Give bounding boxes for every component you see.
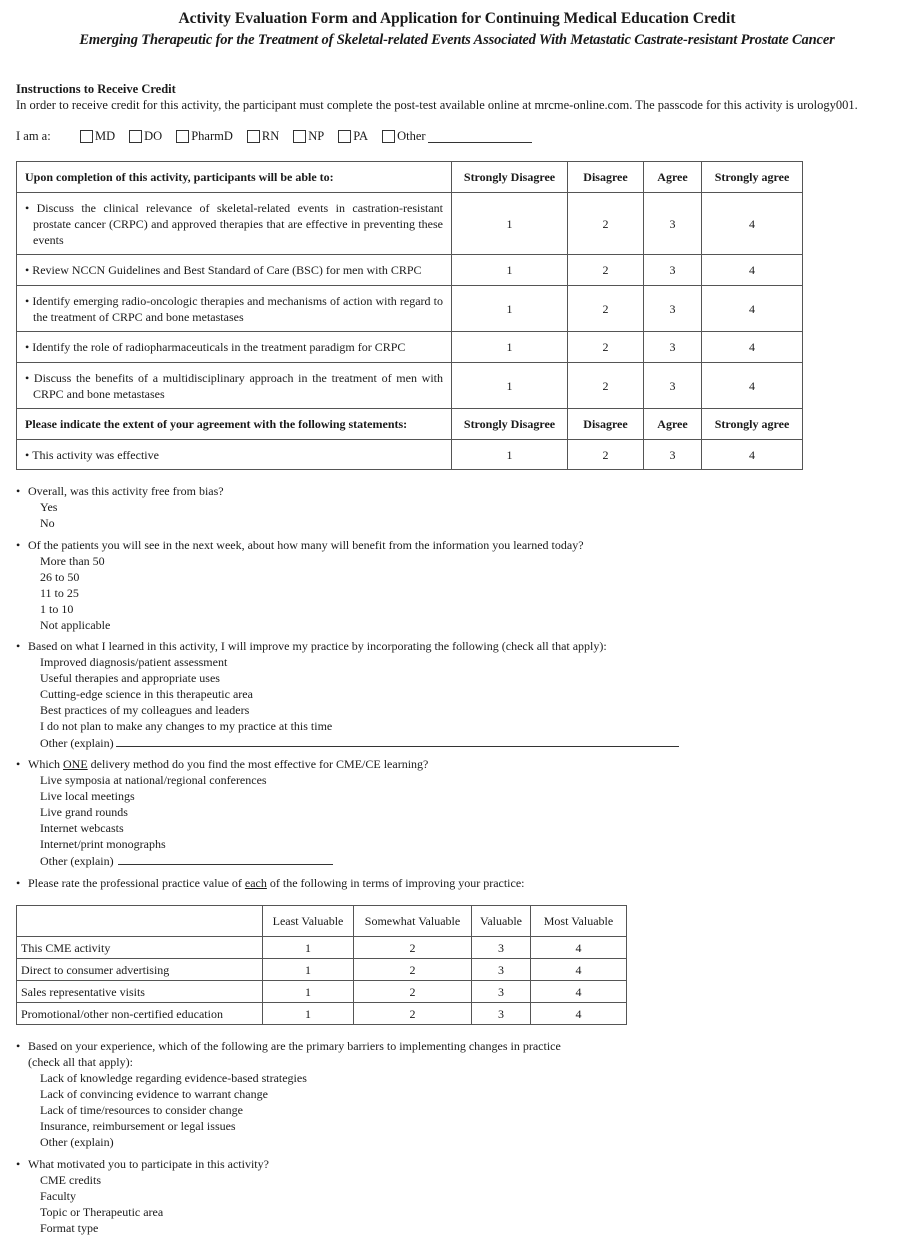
objective-text: • Identify emerging radio-oncologic therapies and mechanisms of action with regard to the treatment of CRPC and bone metastases	[17, 286, 452, 332]
answer-option[interactable]: Live symposia at national/regional conferences	[40, 773, 267, 787]
answer-option[interactable]: I do not plan to make any changes to my practice at this time	[40, 719, 333, 733]
objective-text: • Identify the role of radiopharmaceuticals in the treatment paradigm for CRPC	[17, 332, 452, 363]
scale-header: Somewhat Valuable	[354, 906, 472, 937]
question-text-post: of the following in terms of improving your practice:	[266, 876, 525, 890]
item-label: Direct to consumer advertising	[17, 959, 263, 981]
answer-option[interactable]: Yes	[40, 500, 58, 514]
profession-row	[16, 128, 532, 144]
scale-header: Agree	[644, 409, 702, 440]
rating-4[interactable]: 4	[531, 959, 627, 981]
option-label: RN	[261, 129, 280, 143]
form-subtitle: Emerging Therapeutic for the Treatment of Skeletal-related Events Associated With Metastatic Castrate-resistant Prostate Cancer	[79, 32, 835, 48]
rating-2[interactable]: 2	[354, 959, 472, 981]
profession-label: I am a:	[16, 129, 51, 143]
rating-2[interactable]: 2	[568, 363, 644, 409]
rating-3[interactable]: 3	[472, 959, 531, 981]
question-text: • Of the patients you will see in the next week, about how many will benefit from the information you learned today?	[16, 537, 584, 553]
table-row	[17, 981, 627, 1003]
rating-4[interactable]: 4	[702, 332, 803, 363]
question-text: • What motivated you to participate in this activity?	[16, 1156, 269, 1172]
rating-2[interactable]: 2	[568, 332, 644, 363]
answer-option-label: Other (explain)	[40, 854, 114, 868]
explain-write-in-line[interactable]	[118, 852, 333, 865]
rating-2[interactable]: 2	[568, 286, 644, 332]
rating-4[interactable]: 4	[531, 981, 627, 1003]
question-improve-practice	[16, 638, 679, 751]
rating-3[interactable]: 3	[644, 255, 702, 286]
option-pa[interactable]	[338, 128, 368, 144]
rating-1[interactable]: 1	[263, 1003, 354, 1025]
table-header-row	[17, 409, 803, 440]
objective-text: • Review NCCN Guidelines and Best Standard of Care (BSC) for men with CRPC	[17, 255, 452, 286]
answer-option[interactable]: Useful therapies and appropriate uses	[40, 671, 220, 685]
answer-option[interactable]: Not applicable	[40, 618, 111, 632]
answer-option[interactable]: Lack of knowledge regarding evidence-based strategies	[40, 1071, 307, 1085]
rating-2[interactable]: 2	[354, 937, 472, 959]
question-text: • Overall, was this activity free from bias?	[16, 483, 224, 499]
item-label: This CME activity	[17, 937, 263, 959]
table-row	[17, 193, 803, 255]
option-label: MD	[95, 129, 116, 143]
objectives-header: Upon completion of this activity, participants will be able to:	[17, 162, 452, 193]
checkbox-md[interactable]	[80, 130, 93, 143]
rating-4[interactable]: 4	[702, 255, 803, 286]
answer-option[interactable]: Internet webcasts	[40, 821, 124, 835]
rating-4[interactable]: 4	[702, 286, 803, 332]
answer-option[interactable]: Format type	[40, 1221, 99, 1235]
rating-4[interactable]: 4	[531, 1003, 627, 1025]
answer-option[interactable]: Live local meetings	[40, 789, 135, 803]
answer-option[interactable]: Other (explain)	[40, 1135, 114, 1149]
rating-3[interactable]: 3	[472, 937, 531, 959]
answer-option[interactable]: More than 50	[40, 554, 105, 568]
table-row	[17, 959, 627, 981]
answer-option[interactable]: 11 to 25	[40, 586, 79, 600]
rating-1[interactable]: 1	[452, 363, 568, 409]
answer-option[interactable]: CME credits	[40, 1173, 101, 1187]
scale-header: Strongly agree	[702, 162, 803, 193]
table-row	[17, 1003, 627, 1025]
answer-option[interactable]: No	[40, 516, 55, 530]
scale-header: Disagree	[568, 409, 644, 440]
item-label: Sales representative visits	[17, 981, 263, 1003]
question-text-post: delivery method do you find the most effective for CME/CE learning?	[87, 757, 429, 771]
objective-text: • Discuss the clinical relevance of skeletal-related events in castration-resistant prostate cancer (CRPC) and approved therapies that are effective in preventing these events	[17, 193, 452, 255]
checkbox-do[interactable]	[129, 130, 142, 143]
rating-3[interactable]: 3	[644, 193, 702, 255]
rating-4[interactable]: 4	[702, 363, 803, 409]
scale-header: Strongly agree	[702, 409, 803, 440]
answer-option[interactable]: Faculty	[40, 1189, 76, 1203]
answer-option[interactable]: Live grand rounds	[40, 805, 128, 819]
answer-option-label: Other (explain)	[40, 736, 114, 750]
rating-1[interactable]: 1	[452, 193, 568, 255]
table-row	[17, 255, 803, 286]
rating-3[interactable]: 3	[472, 1003, 531, 1025]
answer-option[interactable]: Internet/print monographs	[40, 837, 166, 851]
option-label: Other	[397, 129, 426, 143]
rating-3[interactable]: 3	[644, 440, 702, 470]
question-text	[16, 875, 525, 891]
answer-option[interactable]: 1 to 10	[40, 602, 74, 616]
question-motivation	[16, 1156, 269, 1236]
table-row	[17, 286, 803, 332]
question-text-continued: (check all that apply):	[28, 1055, 133, 1069]
question-text	[16, 756, 428, 772]
question-bias	[16, 483, 224, 531]
rating-1[interactable]: 1	[263, 981, 354, 1003]
question-text-emphasis: ONE	[63, 757, 88, 771]
question-text-pre: Which	[28, 757, 63, 771]
table-header-row	[17, 162, 803, 193]
rating-2[interactable]: 2	[354, 981, 472, 1003]
question-text-emphasis: each	[244, 876, 267, 890]
answer-option[interactable]: Improved diagnosis/patient assessment	[40, 655, 228, 669]
objective-text: • Discuss the benefits of a multidisciplinary approach in the treatment of men with CRPC and bone metastases	[17, 363, 452, 409]
value-table	[16, 905, 627, 1025]
checkbox-rn[interactable]	[247, 130, 260, 143]
option-pharmd[interactable]	[176, 128, 233, 144]
rating-1[interactable]: 1	[452, 255, 568, 286]
rating-4[interactable]: 4	[531, 937, 627, 959]
instructions-heading: Instructions to Receive Credit	[16, 82, 176, 96]
rating-2[interactable]: 2	[568, 440, 644, 470]
rating-2[interactable]: 2	[568, 193, 644, 255]
option-do[interactable]	[129, 128, 162, 144]
empty-header-cell	[17, 906, 263, 937]
option-np[interactable]	[293, 128, 324, 144]
rating-3[interactable]: 3	[644, 363, 702, 409]
question-text: • Based on your experience, which of the following are the primary barriers to implementing changes in practice	[16, 1038, 561, 1054]
answer-option[interactable]: 26 to 50	[40, 570, 80, 584]
rating-2[interactable]: 2	[354, 1003, 472, 1025]
question-text: • Based on what I learned in this activity, I will improve my practice by incorporating the following (check all that apply):	[16, 638, 679, 654]
question-barriers	[16, 1038, 561, 1150]
table-row	[17, 363, 803, 409]
answer-option[interactable]: Cutting-edge science in this therapeutic area	[40, 687, 253, 701]
scale-header: Disagree	[568, 162, 644, 193]
scale-header: Agree	[644, 162, 702, 193]
question-patients	[16, 537, 584, 633]
question-rate-value	[16, 875, 525, 891]
rating-1[interactable]: 1	[452, 286, 568, 332]
rating-1[interactable]: 1	[263, 937, 354, 959]
scale-header: Strongly Disagree	[452, 409, 568, 440]
question-delivery-method	[16, 756, 428, 869]
answer-option[interactable]: Lack of convincing evidence to warrant change	[40, 1087, 268, 1101]
checkbox-pa[interactable]	[338, 130, 351, 143]
agreement-header: Please indicate the extent of your agreement with the following statements:	[17, 409, 452, 440]
option-label: PharmD	[191, 129, 233, 143]
option-label: PA	[353, 129, 369, 143]
instructions-text: In order to receive credit for this activity, the participant must complete the post-test available online at mrcme-online.com. The passcode for this activity is urology001.	[16, 98, 858, 112]
option-md[interactable]	[80, 128, 115, 144]
answer-option[interactable]: Topic or Therapeutic area	[40, 1205, 164, 1219]
scale-header: Most Valuable	[531, 906, 627, 937]
option-label: NP	[308, 129, 325, 143]
answer-option-other[interactable]	[16, 734, 679, 751]
explain-write-in-line[interactable]	[116, 734, 679, 747]
item-label: Promotional/other non-certified education	[17, 1003, 263, 1025]
answer-option[interactable]: Insurance, reimbursement or legal issues	[40, 1119, 236, 1133]
rating-1[interactable]: 1	[263, 959, 354, 981]
option-label: DO	[144, 129, 163, 143]
checkbox-other[interactable]	[382, 130, 395, 143]
checkbox-np[interactable]	[293, 130, 306, 143]
objectives-table	[16, 161, 803, 470]
table-row	[17, 937, 627, 959]
rating-3[interactable]: 3	[644, 286, 702, 332]
question-text-pre: Please rate the professional practice value of	[28, 876, 245, 890]
other-write-in-line[interactable]	[428, 130, 532, 143]
table-header-row	[17, 906, 627, 937]
answer-option[interactable]: Best practices of my colleagues and leaders	[40, 703, 250, 717]
answer-option-other[interactable]	[16, 852, 428, 869]
scale-header: Strongly Disagree	[452, 162, 568, 193]
rating-2[interactable]: 2	[568, 255, 644, 286]
rating-3[interactable]: 3	[472, 981, 531, 1003]
rating-3[interactable]: 3	[644, 332, 702, 363]
rating-1[interactable]: 1	[452, 332, 568, 363]
checkbox-pharmd[interactable]	[176, 130, 189, 143]
scale-header: Least Valuable	[263, 906, 354, 937]
answer-option[interactable]: Lack of time/resources to consider change	[40, 1103, 243, 1117]
scale-header: Valuable	[472, 906, 531, 937]
rating-4[interactable]: 4	[702, 440, 803, 470]
table-row	[17, 332, 803, 363]
statement-text: • This activity was effective	[17, 440, 452, 470]
table-row	[17, 440, 803, 470]
rating-4[interactable]: 4	[702, 193, 803, 255]
option-rn[interactable]	[247, 128, 279, 144]
rating-1[interactable]: 1	[452, 440, 568, 470]
option-other[interactable]	[382, 128, 531, 144]
form-title: Activity Evaluation Form and Application for Continuing Medical Education Credit	[178, 10, 736, 27]
